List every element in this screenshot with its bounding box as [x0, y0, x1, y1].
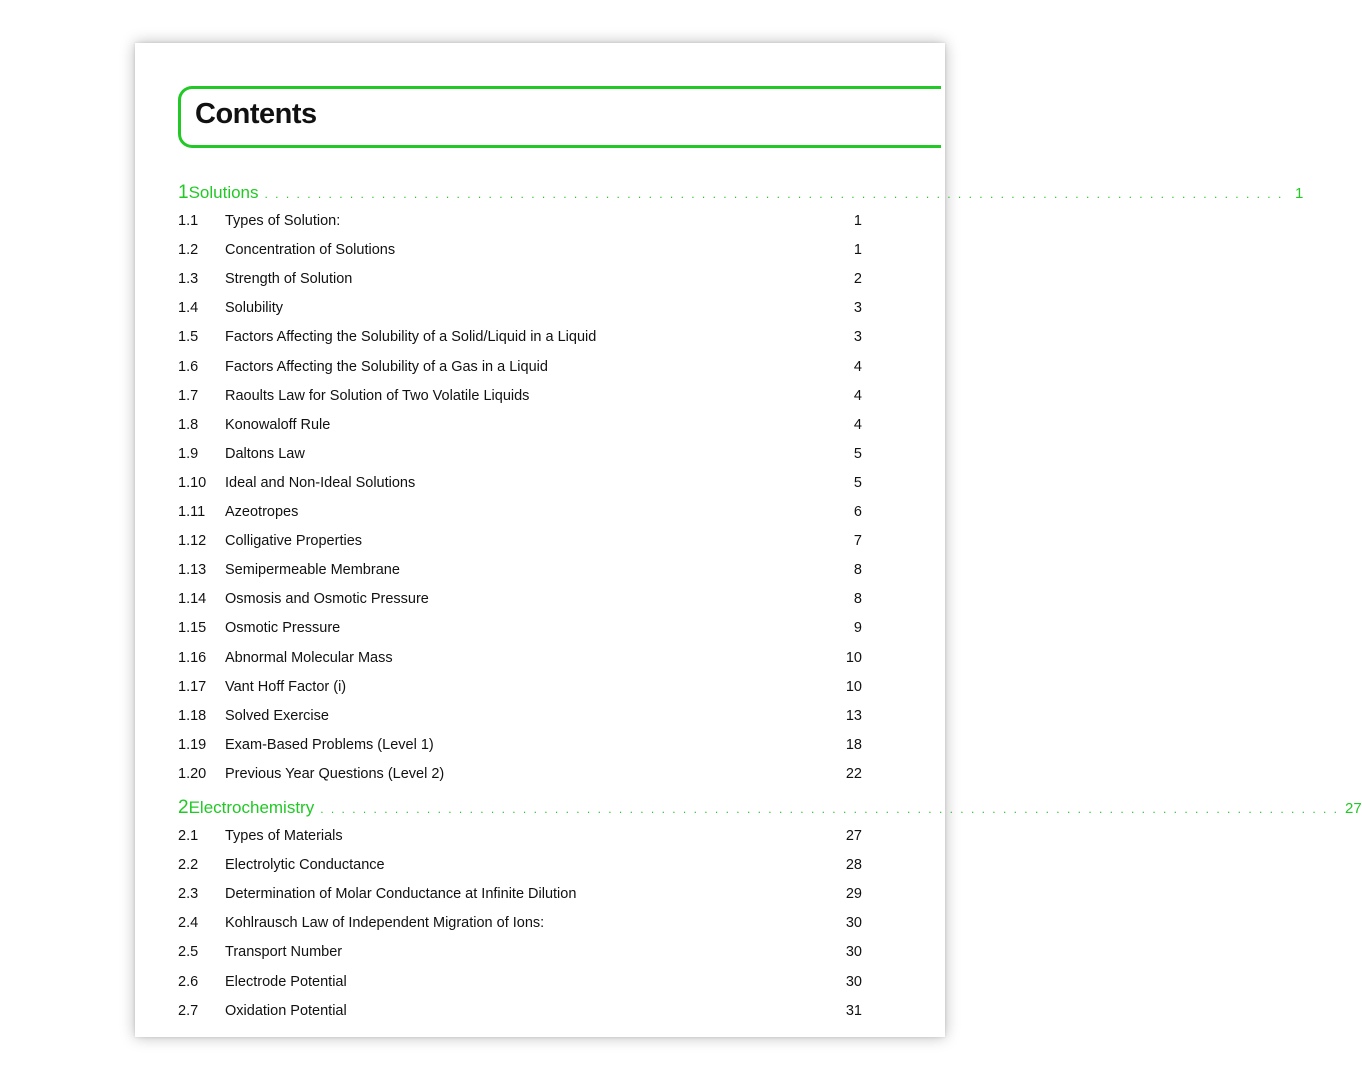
section-number: 2.4	[178, 915, 199, 932]
section-page-number: 8	[853, 562, 862, 579]
toc-entry[interactable]	[178, 620, 862, 642]
toc-entry[interactable]	[178, 300, 862, 322]
toc-entry[interactable]	[178, 886, 862, 908]
section-page-number: 9	[853, 620, 862, 637]
page-title: Contents	[195, 98, 317, 130]
section-page-number: 4	[853, 416, 862, 433]
section-title: Types of Solution:	[225, 213, 341, 229]
section-title: Previous Year Questions (Level 2)	[225, 765, 445, 782]
section-title: Solved Exercise	[225, 707, 329, 724]
chapter-page-number: 27	[1345, 800, 1362, 817]
chapter-page-number: 1	[1294, 185, 1304, 202]
section-page-number: 28	[845, 857, 862, 874]
section-title: Abnormal Molecular Mass	[225, 649, 393, 666]
section-number: 2.3	[178, 886, 199, 903]
toc-entry[interactable]	[178, 242, 862, 264]
section-title: Konowaloff Rule	[225, 416, 331, 433]
section-page-number: 10	[845, 678, 862, 695]
section-page-number: 13	[845, 707, 862, 724]
section-title: Osmosis and Osmotic Pressure	[225, 591, 429, 608]
section-number: 1.18	[178, 707, 207, 724]
toc-entry[interactable]	[178, 329, 862, 351]
section-number: 1.5	[178, 329, 199, 346]
section-number: 1.1	[178, 213, 199, 229]
section-title: Concentration of Solutions	[225, 242, 396, 259]
section-title: Kohlrausch Law of Independent Migration of Ions:	[225, 915, 545, 932]
section-number: 1.8	[178, 416, 199, 433]
toc-entry[interactable]	[178, 708, 862, 730]
dot-leader: . . . . . . . . . . . . . . . . . . . . . . . . . . . . . . . . . . . . . . . . . . . . . . . . . . . . . . . . . . . . . . . . . . . . . . . . . . . . . . . . . . . . . . . . . . . . . . . .	[264, 187, 1284, 201]
section-number: 1.20	[178, 765, 207, 782]
section-page-number: 29	[845, 886, 862, 903]
section-page-number: 3	[853, 300, 862, 317]
chapter-number: 2	[178, 797, 189, 818]
section-number: 1.6	[178, 358, 199, 375]
section-number: 2.6	[178, 973, 199, 990]
section-number: 1.12	[178, 533, 207, 550]
section-number: 2.2	[178, 857, 199, 874]
section-title: Factors Affecting the Solubility of a Gas in a Liquid	[225, 358, 548, 375]
toc-entry[interactable]	[178, 737, 862, 759]
section-title: Vant Hoff Factor (i)	[225, 678, 347, 695]
section-page-number: 4	[853, 387, 862, 404]
section-page-number: 5	[853, 445, 862, 462]
toc-entry[interactable]	[178, 213, 862, 235]
section-page-number: 30	[845, 973, 862, 990]
toc-entry[interactable]	[178, 388, 862, 410]
section-page-number: 27	[845, 828, 862, 844]
section-title: Strength of Solution	[225, 271, 353, 288]
section-title: Exam-Based Problems (Level 1)	[225, 736, 434, 753]
section-number: 1.11	[178, 504, 206, 520]
chapter-heading[interactable]	[178, 797, 1362, 823]
section-title: Solubility	[225, 300, 284, 317]
section-title: Azeotropes	[225, 504, 299, 520]
section-number: 1.9	[178, 445, 199, 462]
section-number: 1.16	[178, 649, 207, 666]
section-title: Types of Materials	[225, 828, 343, 844]
toc-entry[interactable]	[178, 679, 862, 701]
section-title: Transport Number	[225, 944, 343, 961]
section-title: Factors Affecting the Solubility of a Solid/Liquid in a Liquid	[225, 329, 597, 346]
section-page-number: 1	[853, 242, 862, 259]
dot-leader: . . . . . . . . . . . . . . . . . . . . . . . . . . . . . . . . . . . . . . . . . . . . . . . . . . . . . . . . . . . . . . . . . . . . . . . . . . . . . . . . . . . . . . . . . . . . . . . .	[320, 802, 1340, 816]
section-title: Semipermeable Membrane	[225, 562, 400, 579]
chapter-number: 1	[178, 182, 189, 203]
section-page-number: 30	[845, 944, 862, 961]
section-page-number: 31	[845, 1002, 862, 1019]
section-page-number: 22	[845, 765, 862, 782]
toc-entry[interactable]	[178, 417, 862, 439]
chapter-title: Electrochemistry	[188, 798, 315, 817]
section-number: 1.15	[178, 620, 207, 637]
document-page	[135, 43, 1362, 1037]
toc-entry[interactable]	[178, 504, 862, 526]
section-page-number: 7	[853, 533, 862, 550]
section-number: 1.7	[178, 387, 199, 404]
section-number: 1.2	[178, 242, 199, 259]
toc-entry[interactable]	[178, 1003, 862, 1025]
section-number: 1.4	[178, 300, 199, 317]
section-page-number: 2	[853, 271, 862, 288]
toc-entry[interactable]	[178, 533, 862, 555]
section-page-number: 30	[845, 915, 862, 932]
toc-entry[interactable]	[178, 766, 862, 788]
section-number: 1.17	[178, 678, 207, 695]
section-number: 1.13	[178, 562, 207, 579]
section-page-number: 1	[853, 213, 862, 229]
section-page-number: 5	[853, 474, 862, 491]
section-title: Colligative Properties	[225, 533, 363, 550]
toc-entry[interactable]	[178, 857, 862, 879]
toc-entry[interactable]	[178, 562, 862, 584]
section-title: Daltons Law	[225, 445, 305, 462]
section-number: 1.10	[178, 474, 207, 491]
section-title: Ideal and Non-Ideal Solutions	[225, 474, 416, 491]
section-page-number: 8	[853, 591, 862, 608]
contents-header-box	[178, 86, 941, 148]
section-page-number: 18	[845, 736, 862, 753]
toc-entry[interactable]	[178, 974, 862, 996]
section-number: 2.5	[178, 944, 199, 961]
toc-entry[interactable]	[178, 446, 862, 468]
toc-entry[interactable]	[178, 828, 862, 850]
toc-entry[interactable]	[178, 271, 862, 293]
section-page-number: 4	[853, 358, 862, 375]
toc-entry[interactable]	[178, 591, 862, 613]
section-page-number: 10	[845, 649, 862, 666]
toc-entry[interactable]	[178, 915, 862, 937]
section-title: Determination of Molar Conductance at Infinite Dilution	[225, 886, 577, 903]
section-title: Oxidation Potential	[225, 1002, 347, 1019]
section-number: 2.1	[178, 828, 199, 844]
chapter-title: Solutions	[188, 183, 259, 202]
section-title: Osmotic Pressure	[225, 620, 341, 637]
toc-entry[interactable]	[178, 944, 862, 966]
section-number: 2.7	[178, 1002, 199, 1019]
section-number: 1.19	[178, 736, 207, 753]
toc-entry[interactable]	[178, 359, 862, 381]
section-title: Raoults Law for Solution of Two Volatile Liquids	[225, 387, 530, 404]
section-page-number: 6	[853, 504, 862, 520]
section-number: 1.3	[178, 271, 199, 288]
section-title: Electrolytic Conductance	[225, 857, 385, 874]
toc-entry[interactable]	[178, 475, 862, 497]
section-number: 1.14	[178, 591, 207, 608]
section-page-number: 3	[853, 329, 862, 346]
toc-entry[interactable]	[178, 650, 862, 672]
chapter-heading[interactable]	[178, 182, 1304, 208]
section-title: Electrode Potential	[225, 973, 347, 990]
